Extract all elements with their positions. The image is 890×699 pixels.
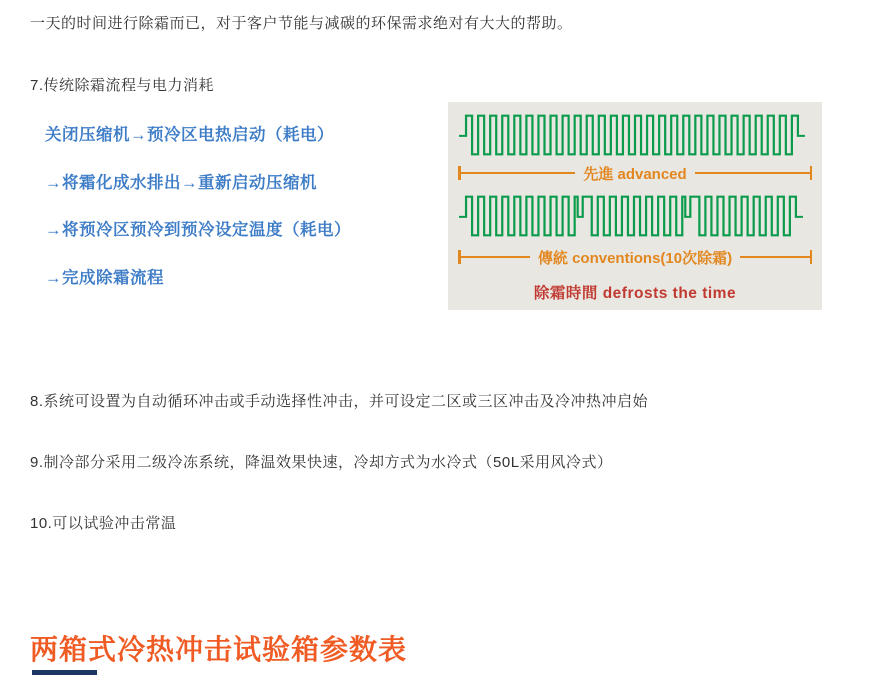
defrost-flow-steps (45, 127, 351, 317)
dimension-rule (695, 172, 810, 175)
section-heading: 两箱式冷热冲击试验箱参数表 (30, 634, 408, 665)
flow-step-4: →完成除霜流程 (45, 268, 164, 287)
dimension-rule (461, 172, 576, 175)
intro-paragraph: 一天的时间进行除霜而已，对于客户节能与减碳的环保需求绝对有大大的帮助。 (30, 15, 573, 32)
list-item-9: 9.制冷部分采用二级冷冻系统，降温效果快速，冷却方式为水冷式（50L采用风冷式） (30, 454, 613, 471)
dimension-rule (461, 256, 530, 259)
list-item-7: 7.传统除霜流程与电力消耗 (30, 77, 215, 94)
diagram-caption: 除霜時間 defrosts the time (533, 285, 737, 302)
conventional-waveform (458, 193, 812, 239)
advanced-dimension-line (458, 165, 812, 181)
heading-underline (32, 670, 97, 675)
dimension-tick-right (810, 166, 813, 180)
dimension-tick-right (810, 250, 813, 264)
flow-step-3: →将预冷区预冷到预冷设定温度（耗电） (45, 221, 351, 239)
list-item-10: 10.可以试验冲击常温 (30, 515, 177, 532)
defrost-comparison-diagram (448, 102, 822, 310)
flow-step-1: 关闭压缩机→预冷区电热启动（耗电） (45, 126, 334, 144)
dimension-rule (740, 256, 809, 259)
list-item-8: 8.系统可设置为自动循环冲击或手动选择性冲击，并可设定二区或三区冲击及冷冲热冲启始 (30, 393, 649, 410)
conventional-dimension-line (458, 249, 812, 265)
advanced-waveform (458, 112, 812, 158)
flow-step-2: →将霜化成水排出→重新启动压缩机 (45, 173, 317, 192)
conventional-label: 傳統 conventions(10次除霜) (537, 249, 733, 267)
advanced-label: 先進 advanced (583, 165, 687, 183)
